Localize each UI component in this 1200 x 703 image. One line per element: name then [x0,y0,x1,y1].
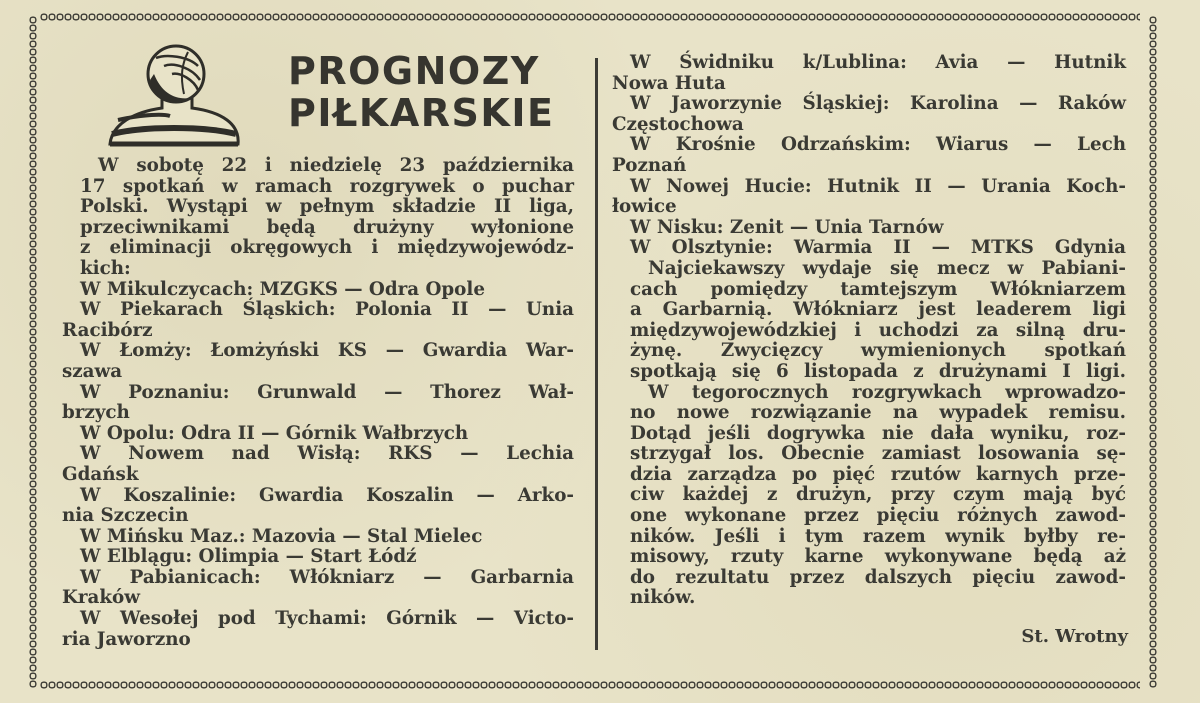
right-column [612,53,1126,609]
text-line: ników. Jeśli i tym razem wynik byłby re- [630,525,1126,547]
text-line: Dotąd jeśli dogrywka nie dała wyniku, roz- [630,422,1126,444]
text-line: W Świdniku k/Lublina: Avia — Hutnik [630,52,1126,73]
text-line: W Pabianicach: Włókniarz — Garbarnia [80,566,574,588]
match-item [62,568,574,609]
text-line: Gdańsk [62,463,139,485]
text-line: one wykonane przez pięciu różnych zawod- [630,505,1126,527]
text-line: misowy, rzuty karne wykonywane będą aż [630,546,1126,568]
text-line: ciw każdej z drużyn, przy czym mają być [630,484,1126,506]
text-line: W sobotę 22 i niedzielę 23 października [98,155,574,176]
ornamental-border-left [28,16,38,688]
text-line: a Garbarnią. Włókniarz jest leaderem ligi [630,299,1126,321]
match-item [612,218,1126,239]
title-line-1: PROGNOZY [288,49,540,93]
text-line: Kraków [62,587,140,609]
text-line: W Krośnie Odrzańskim: Wiarus — Lech [630,134,1126,156]
text-line: szawa [62,360,123,382]
match-item [612,94,1126,135]
text-line: Częstochowa [612,113,744,135]
text-line: W Opolu: Odra II — Górnik Wałbrzych [80,422,469,444]
column-divider [595,58,598,650]
match-item [62,527,574,548]
text-line: strzygał los. Obecnie zamiast losowania sę- [630,443,1126,465]
text-line: spotkają się 6 listopada z drużynami I ligi. [630,360,1126,382]
match-item [62,280,574,301]
text-line: W Łomży: Łomżyński KS — Gwardia War- [80,340,574,362]
ornamental-border-top [40,12,1140,22]
match-item [62,609,574,650]
text-line: W Olsztynie: Warmia II — MTKS Gdynia [630,237,1126,259]
text-line: kich: [80,257,131,279]
intro-paragraph [62,156,574,280]
match-item [612,238,1126,259]
text-line: przeciwnikami będą drużyny wyłonione [80,216,574,238]
match-item [62,300,574,341]
text-line: nia Szczecin [62,505,189,527]
match-item [62,547,574,568]
ornamental-border-bottom [40,680,1140,690]
text-line: dzia zarządza po pięć rzutów karnych prze- [630,463,1126,485]
text-line: W Wesołej pod Tychami: Górnik — Victo- [80,608,574,630]
match-item [62,341,574,382]
ornamental-border-right [1148,16,1158,688]
text-line: ników. [630,587,696,609]
text-line: Poznań [612,154,687,176]
match-item [62,383,574,424]
text-line: W Mińsku Maz.: Mazovia — Stal Mielec [80,525,483,547]
article-title [288,50,554,134]
match-item [612,177,1126,218]
text-line: W Piekarach Śląskich: Polonia II — Unia [80,299,574,321]
left-column [62,156,574,650]
football-player-head-icon [104,44,246,148]
match-item [62,444,574,485]
text-line: W Nowem nad Wisłą: RKS — Lechia [80,443,574,465]
text-line: W Mikulczycach: MZGKS — Odra Opole [80,278,485,300]
text-line: Racibórz [62,319,153,341]
commentary-paragraph-2 [612,383,1126,610]
match-item [62,424,574,445]
text-line: międzywojewódzkiej i uchodzi za silną dru- [630,319,1126,341]
match-item [612,53,1126,94]
text-line: ria Jaworzno [62,628,191,650]
text-line: brzych [62,402,130,424]
match-item [62,486,574,527]
text-line: cach pomiędzy tamtejszym Włókniarzem [630,278,1126,300]
text-line: W Nowej Hucie: Hutnik II — Urania Koch- [630,175,1126,197]
author-signature: St. Wrotny [1021,626,1128,647]
text-line: do rezultatu przez dalszych pięciu zawod- [630,566,1126,588]
text-line: z eliminacji okręgowych i międzywojewódz- [80,237,574,259]
text-line: 17 spotkań w ramach rozgrywek o puchar [80,175,574,197]
title-line-2: PIŁKARSKIE [288,91,555,135]
text-line: żynę. Zwycięzcy wymienionych spotkań [630,340,1126,362]
match-item [612,135,1126,176]
text-line: W Nisku: Zenit — Unia Tarnów [630,216,944,238]
text-line: Najciekawszy wydaje się mecz w Pabiani- [648,257,1126,279]
text-line: W Elblągu: Olimpia — Start Łódź [80,546,417,568]
text-line: Polski. Wystąpi w pełnym składzie II liga, [80,196,574,218]
text-line: W tegorocznych rozgrywkach wprowadzo- [648,381,1126,403]
text-line: łowice [612,196,677,218]
text-line: W Poznaniu: Grunwald — Thorez Wał- [80,381,574,403]
text-line: W Koszalinie: Gwardia Koszalin — Arko- [80,484,574,506]
text-line: Nowa Huta [612,72,726,94]
text-line: no nowe rozwiązanie na wypadek remisu. [630,402,1126,424]
text-line: W Jaworzynie Śląskiej: Karolina — Raków [630,93,1126,115]
commentary-paragraph-1 [612,259,1126,383]
